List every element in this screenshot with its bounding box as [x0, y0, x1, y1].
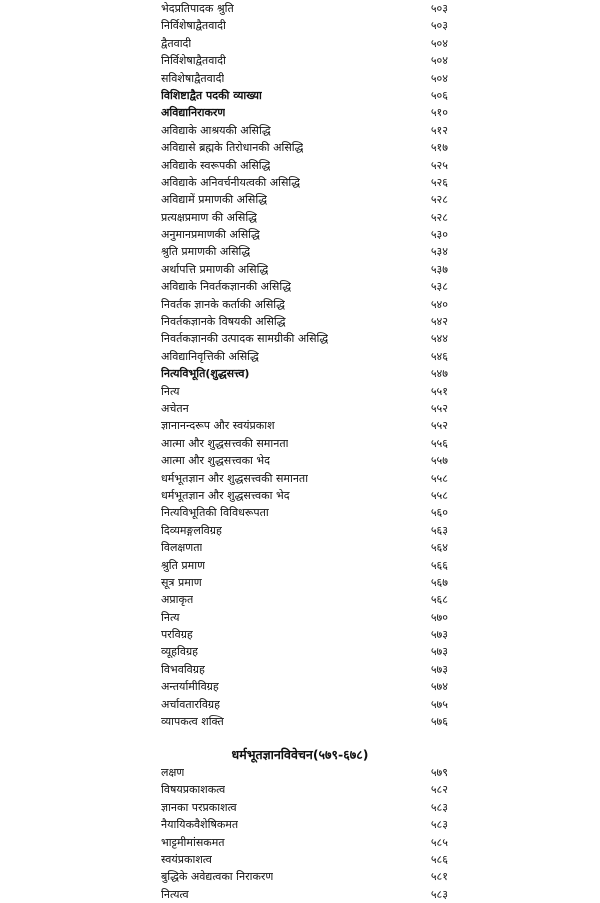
toc-entry: [161, 87, 448, 104]
toc-entry: [161, 678, 448, 695]
toc-entry: [161, 661, 448, 678]
toc-entry: [161, 104, 448, 121]
toc-entry-title: निवर्तकज्ञानकी उत्पादक सामग्रीकी असिद्धि: [161, 332, 329, 346]
toc-entry-title: अविद्याके निवर्तकज्ञानकी असिद्धि: [161, 280, 292, 294]
toc-entry-page: ५०६: [430, 88, 448, 102]
toc-entry: [161, 313, 448, 330]
toc-entry-title: अचेतन: [161, 401, 189, 415]
toc-entry: [161, 174, 448, 191]
toc-entry-title: ज्ञानका परप्रकाशत्व: [161, 800, 237, 814]
toc-entry: [161, 191, 448, 208]
toc-entry-title: निवर्तक ज्ञानके कर्ताकी असिद्धि: [161, 297, 285, 311]
toc-entry-title: व्यापकत्व शक्ति: [161, 715, 224, 729]
toc-entry: [161, 139, 448, 156]
toc-entry: [161, 557, 448, 574]
toc-entry: [161, 470, 448, 487]
toc-entry-page: ५८६: [430, 852, 448, 866]
toc-entry-page: ५६३: [430, 523, 448, 537]
toc-entry-title: आत्मा और शुद्धसत्त्वका भेद: [161, 454, 270, 468]
toc-entry-title: निर्विशेषाद्वैतवादी: [161, 54, 226, 68]
toc-entry: [161, 643, 448, 660]
toc-entry-title: नित्यविभूति(शुद्धसत्त्व): [161, 367, 250, 381]
toc-entry-page: ५५८: [430, 471, 448, 485]
toc-entry-page: ५५१: [430, 384, 448, 398]
toc-list: [161, 0, 448, 730]
toc-entry-page: ५४०: [430, 297, 448, 311]
toc-entry-page: ५७५: [430, 697, 448, 711]
toc-entry: [161, 0, 448, 17]
toc-entry-page: ५८३: [430, 887, 448, 901]
toc-entry: [161, 417, 448, 434]
toc-entry-title: विभवविग्रह: [161, 662, 205, 676]
toc-entry: [161, 243, 448, 260]
toc-entry-title: अन्तर्यामीविग्रह: [161, 680, 219, 694]
toc-entry-page: ५५२: [430, 419, 448, 433]
toc-entry: [161, 609, 448, 626]
toc-entry: [161, 330, 448, 347]
toc-entry: [161, 17, 448, 34]
toc-entry-page: ५८२: [430, 783, 448, 797]
toc-entry: [161, 209, 448, 226]
toc-entry-page: ५८३: [430, 818, 448, 832]
toc-entry-title: निवर्तकज्ञानके विषयकी असिद्धि: [161, 315, 286, 329]
toc-entry-page: ५०४: [430, 36, 448, 50]
toc-entry-page: ५७३: [430, 628, 448, 642]
toc-entry: [161, 52, 448, 69]
toc-entry-page: ५७४: [430, 680, 448, 694]
toc-entry-page: ५३७: [430, 262, 448, 276]
toc-entry-title: अर्थापत्ति प्रमाणकी असिद्धि: [161, 262, 269, 276]
toc-entry-title: बुद्धिके अवेद्यत्वका निराकरण: [161, 870, 274, 884]
toc-entry: [161, 868, 448, 885]
toc-entry-page: ५२६: [430, 175, 448, 189]
toc-entry-title: स्वयंप्रकाशत्व: [161, 852, 212, 866]
toc-entry: [161, 487, 448, 504]
toc-entry: [161, 435, 448, 452]
toc-entry: [161, 799, 448, 816]
toc-entry-title: नित्य: [161, 384, 180, 398]
section-heading: धर्मभूतज्ञानविवेचन(५७९-६७८): [231, 747, 369, 762]
toc-entry-title: अप्राकृत: [161, 593, 194, 607]
toc-entry-page: ५४४: [430, 332, 448, 346]
toc-entry: [161, 261, 448, 278]
toc-entry: [161, 504, 448, 521]
toc-entry-title: अविद्याके आश्रयकी असिद्धि: [161, 123, 271, 137]
toc-entry-page: ५१७: [430, 141, 448, 155]
toc-entry-page: ५७०: [430, 610, 448, 624]
toc-entry-title: अविद्यानिराकरण: [161, 106, 226, 120]
toc-entry-title: ज्ञानानन्दरूप और स्वयंप्रकाश: [161, 419, 275, 433]
toc-entry-page: ५५८: [430, 488, 448, 502]
toc-entry-page: ५६०: [430, 506, 448, 520]
toc-list-2: [161, 764, 448, 903]
toc-entry-title: नित्य: [161, 610, 180, 624]
toc-entry: [161, 522, 448, 539]
toc-entry-page: ५५२: [430, 401, 448, 415]
toc-entry-title: अविद्यामें प्रमाणकी असिद्धि: [161, 193, 267, 207]
toc-entry-page: ५०४: [430, 71, 448, 85]
toc-entry: [161, 226, 448, 243]
toc-entry-title: परविग्रह: [161, 628, 193, 642]
toc-entry-page: ५३८: [430, 280, 448, 294]
toc-entry-title: अर्चावतारविग्रह: [161, 697, 220, 711]
toc-entry-title: प्रत्यक्षप्रमाण की असिद्धि: [161, 210, 257, 224]
toc-entry-title: अविद्याके स्वरूपकी असिद्धि: [161, 158, 271, 172]
toc-entry-page: ५४७: [430, 367, 448, 381]
toc-entry-page: ५२५: [430, 158, 448, 172]
toc-entry-title: सूत्र प्रमाण: [161, 575, 202, 589]
toc-entry-title: आत्मा और शुद्धसत्त्वकी समानता: [161, 436, 289, 450]
toc-entry-page: ५४२: [430, 315, 448, 329]
toc-entry-page: ५६४: [430, 541, 448, 555]
toc-entry: [161, 626, 448, 643]
toc-entry-page: ५१०: [430, 106, 448, 120]
toc-entry-page: ५७६: [430, 715, 448, 729]
toc-entry-page: ५५६: [430, 436, 448, 450]
toc-entry: [161, 157, 448, 174]
toc-entry: [161, 35, 448, 52]
toc-entry-page: ५१२: [430, 123, 448, 137]
toc-entry-title: श्रुति प्रमाणकी असिद्धि: [161, 245, 251, 259]
toc-entry-page: ५०३: [430, 2, 448, 15]
toc-entry-page: ५२८: [430, 210, 448, 224]
toc-entry-page: ५३४: [430, 245, 448, 259]
toc-entry: [161, 886, 448, 903]
toc-entry-page: ५७९: [430, 766, 448, 779]
toc-entry-page: ५६६: [430, 558, 448, 572]
toc-entry: [161, 781, 448, 798]
toc-entry: [161, 452, 448, 469]
toc-entry-page: ५०३: [430, 19, 448, 33]
toc-entry-title: सविशेषाद्वैतवादी: [161, 71, 225, 85]
toc-entry-page: ५७३: [430, 645, 448, 659]
toc-entry: [161, 834, 448, 851]
toc-entry: [161, 696, 448, 713]
toc-entry: [161, 348, 448, 365]
toc-entry-page: ५३०: [430, 228, 448, 242]
toc-entry-title: धर्मभूतज्ञान और शुद्धसत्त्वका भेद: [161, 488, 290, 502]
toc-entry-title: नित्यविभूतिकी विविधरूपता: [161, 506, 269, 520]
toc-entry-title: दिव्यमङ्गलविग्रह: [161, 523, 222, 537]
toc-entry-page: ५६७: [430, 575, 448, 589]
toc-entry-page: ५६८: [430, 593, 448, 607]
toc-entry: [161, 713, 448, 730]
toc-entry-page: ५८५: [430, 835, 448, 849]
toc-entry-title: नित्यत्व: [161, 887, 189, 901]
toc-entry-title: भेदप्रतिपादक श्रुति: [161, 2, 234, 15]
toc-entry-title: विशिष्टाद्वैत पदकी व्याख्या: [161, 88, 262, 102]
toc-entry: [161, 296, 448, 313]
toc-entry-title: विलक्षणता: [161, 541, 203, 555]
toc-entry-title: लक्षण: [161, 766, 185, 779]
toc-entry-page: ५०४: [430, 54, 448, 68]
toc-entry: [161, 591, 448, 608]
toc-entry-title: अविद्यानिवृत्तिकी असिद्धि: [161, 349, 259, 363]
toc-entry-title: श्रुति प्रमाण: [161, 558, 206, 572]
toc-entry-title: धर्मभूतज्ञान और शुद्धसत्त्वकी समानता: [161, 471, 309, 485]
toc-entry-title: विषयप्रकाशकत्व: [161, 783, 226, 797]
toc-entry: [161, 365, 448, 382]
toc-entry-page: ५८३: [430, 800, 448, 814]
toc-entry: [161, 400, 448, 417]
toc-entry-title: अनुमानप्रमाणकी असिद्धि: [161, 228, 260, 242]
toc-entry: [161, 70, 448, 87]
toc-entry: [161, 816, 448, 833]
toc-entry-page: ५७३: [430, 662, 448, 676]
toc-entry-page: ५८१: [430, 870, 448, 884]
toc-entry-page: ५२८: [430, 193, 448, 207]
toc-entry: [161, 278, 448, 295]
toc-entry: [161, 764, 448, 781]
toc-entry: [161, 122, 448, 139]
toc-entry: [161, 851, 448, 868]
toc-entry-title: नैयायिकवैशेषिकमत: [161, 818, 239, 832]
toc-entry: [161, 539, 448, 556]
toc-entry-title: व्यूहविग्रह: [161, 645, 198, 659]
toc-entry: [161, 383, 448, 400]
toc-entry-page: ५४६: [430, 349, 448, 363]
toc-entry: [161, 574, 448, 591]
toc-entry-title: अविद्याके अनिवर्चनीयत्वकी असिद्धि: [161, 175, 301, 189]
toc-entry-title: अविद्यासे ब्रह्मके तिरोधानकी असिद्धि: [161, 141, 304, 155]
toc-entry-page: ५५७: [430, 454, 448, 468]
toc-entry-title: निर्विशेषाद्वैतवादी: [161, 19, 226, 33]
toc-entry-title: भाट्टमीमांसकमत: [161, 835, 225, 849]
toc-entry-title: द्वैतवादी: [161, 36, 192, 50]
